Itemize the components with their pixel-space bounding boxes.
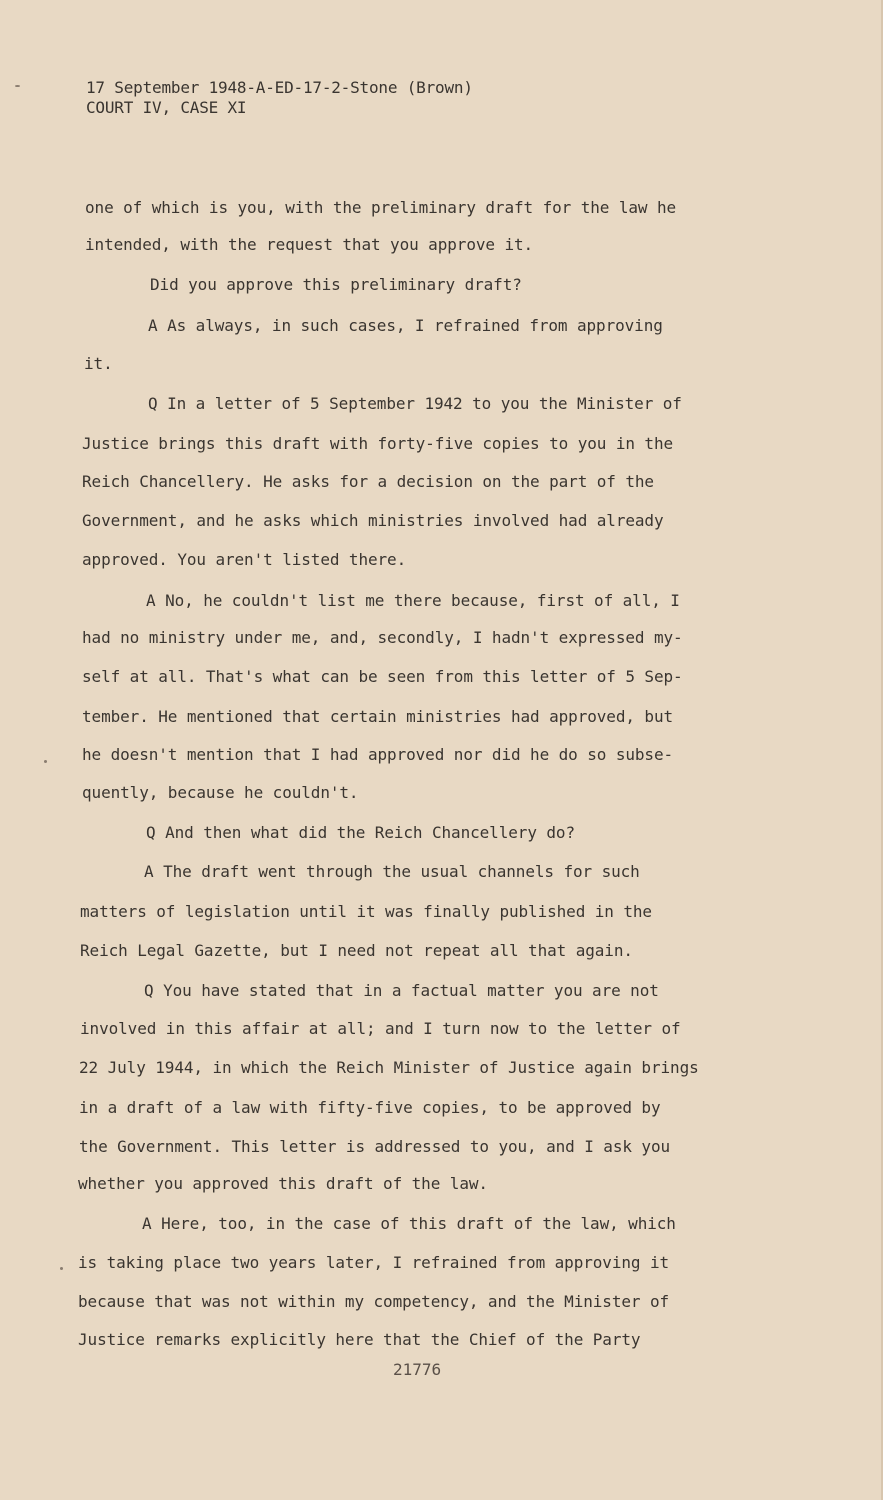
document-header bbox=[86, 78, 473, 118]
text-line: Q In a letter of 5 September 1942 to you the Minister of bbox=[148, 394, 682, 413]
text-line: Q You have stated that in a factual matter you are not bbox=[144, 981, 659, 1000]
text-line: Reich Chancellery. He asks for a decision on the part of the bbox=[82, 472, 654, 491]
text-line: Justice brings this draft with forty-five copies to you in the bbox=[82, 434, 674, 453]
text-line: whether you approved this draft of the law. bbox=[78, 1174, 488, 1193]
text-line: Did you approve this preliminary draft? bbox=[150, 275, 522, 294]
text-line: Reich Legal Gazette, but I need not repeat all that again. bbox=[80, 941, 633, 960]
text-line: quently, because he couldn't. bbox=[82, 783, 359, 802]
text-line: the Government. This letter is addressed to you, and I ask you bbox=[79, 1137, 671, 1156]
text-line: is taking place two years later, I refrained from approving it bbox=[78, 1253, 670, 1272]
text-line: he doesn't mention that I had approved nor did he do so subse- bbox=[82, 745, 674, 764]
text-line: A As always, in such cases, I refrained from approving bbox=[148, 316, 663, 335]
text-line: approved. You aren't listed there. bbox=[82, 550, 407, 569]
text-line: involved in this affair at all; and I turn now to the letter of bbox=[80, 1019, 681, 1038]
text-line: it. bbox=[84, 354, 113, 373]
text-line: in a draft of a law with fifty-five copies, to be approved by bbox=[79, 1098, 661, 1117]
text-line: self at all. That's what can be seen from this letter of 5 Sep- bbox=[82, 667, 683, 686]
paper-speck bbox=[60, 1267, 63, 1270]
text-line: A No, he couldn't list me there because, first of all, I bbox=[146, 591, 680, 610]
page-number: 21776 bbox=[393, 1360, 442, 1379]
paper-speck bbox=[44, 760, 47, 763]
text-line: A The draft went through the usual channels for such bbox=[144, 862, 640, 881]
text-line: A Here, too, in the case of this draft of the law, which bbox=[142, 1214, 676, 1233]
header-line-date: 17 September 1948-A-ED-17-2-Stone (Brown) bbox=[86, 78, 473, 97]
header-line-court: COURT IV, CASE XI bbox=[86, 98, 247, 117]
text-line: one of which is you, with the preliminary draft for the law he bbox=[85, 198, 677, 217]
text-line: Q And then what did the Reich Chancellery do? bbox=[146, 823, 575, 842]
text-line: Justice remarks explicitly here that the Chief of the Party bbox=[78, 1330, 641, 1349]
text-line: because that was not within my competency, and the Minister of bbox=[78, 1292, 670, 1311]
text-line: intended, with the request that you approve it. bbox=[85, 235, 534, 254]
text-line: 22 July 1944, in which the Reich Minister of Justice again brings bbox=[79, 1058, 699, 1077]
text-line: tember. He mentioned that certain ministries had approved, but bbox=[82, 707, 674, 726]
text-line: had no ministry under me, and, secondly, I hadn't expressed my- bbox=[82, 628, 683, 647]
text-line: Government, and he asks which ministries involved had already bbox=[82, 511, 664, 530]
text-line: matters of legislation until it was finally published in the bbox=[80, 902, 652, 921]
paper-speck bbox=[15, 85, 20, 87]
